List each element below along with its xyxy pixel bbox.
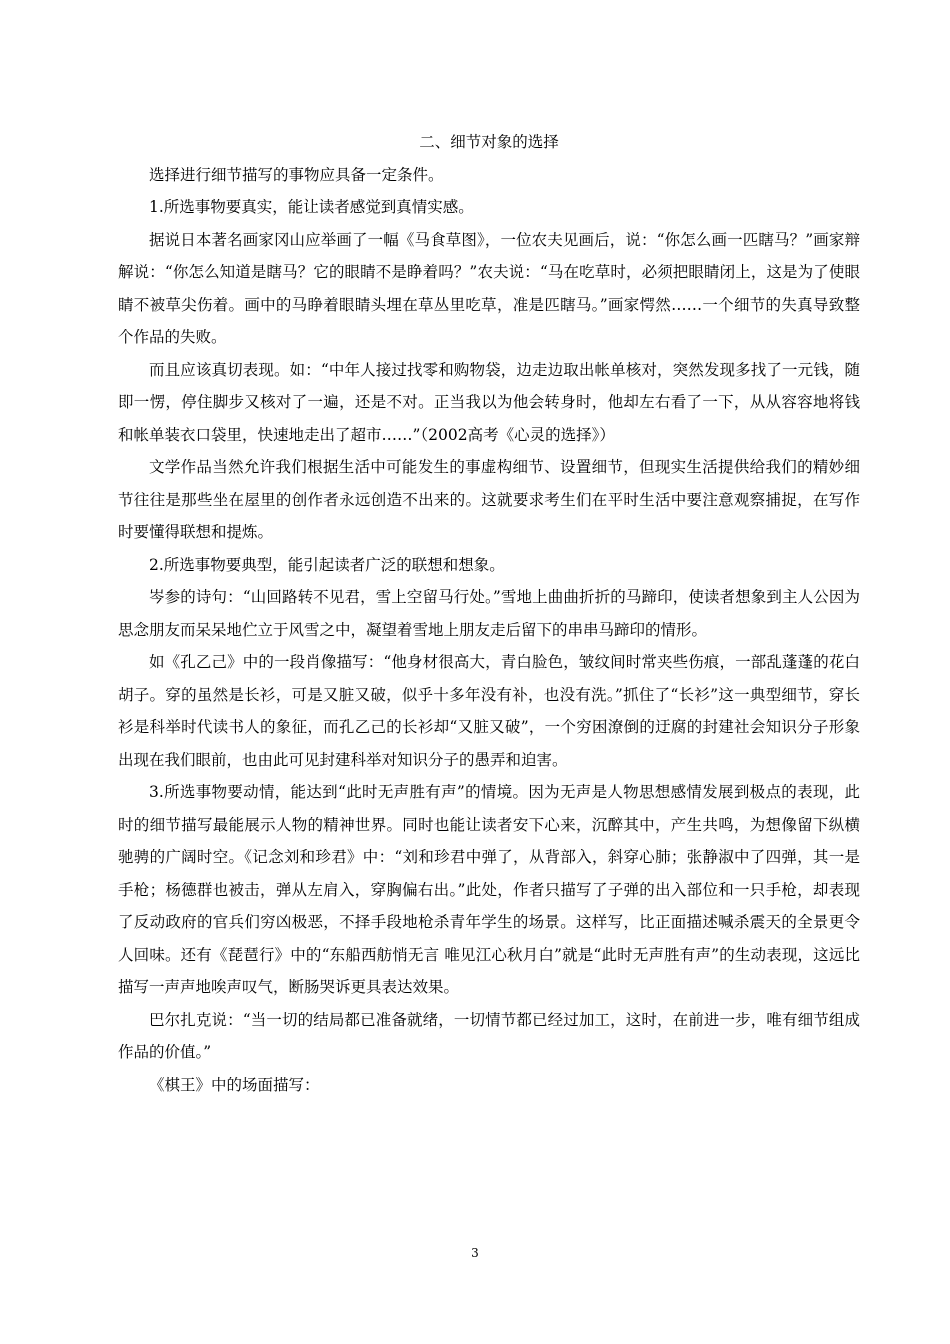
paragraph-cen-shen-poem: 岑参的诗句：“山回路转不见君，雪上空留马行处。”雪地上曲曲折折的马蹄印，使读者想象到主人公因为思念朋友而呆呆地伫立于风雪之中，凝望着雪地上朋友走后留下的串串马蹄印的情形。 [118,588,860,639]
paragraph-point-3: 3.所选事物要动情，能达到“此时无声胜有声”的情境。因为无声是人物思想感情发展到极点的表现，此时的细节描写最能展示人物的精神世界。同时也能让读者安下心来，沉醉其中，产生共鸣，为想像留下纵横驰骋的广阔时空。《记念刘和珍君》中：“刘和珍君中弹了，从背部入，斜穿心肺；张静淑中了四弹，其一是手枪；杨德群也被击，弹从左肩入，穿胸偏右出。”此处，作者只描写了子弹的出入部位和一只手枪，却表现了反动政府的官兵们穷凶极恶，不择手段地枪杀青年学生的场景。这样写，比正面描述喊杀震天的全景更令人回味。还有《琵琶行》中的“东船西舫悄无言 唯见江心秋月白”就是“此时无声胜有声”的生动表现，这远比描写一声声地唉声叹气，断肠哭诉更具表达效果。 [118,783,860,996]
paragraph-chess-king: 《棋王》中的场面描写： [149,1075,320,1094]
paragraph-point-2: 2.所选事物要典型，能引起读者广泛的联想和想象。 [149,555,505,574]
paragraph-kong-yiji: 如《孔乙己》中的一段肖像描写：“他身材很高大，青白脸色，皱纹间时常夹些伤痕，一部乱蓬蓬的花白胡子。穿的虽然是长衫，可是又脏又破，似乎十多年没有补，也没有洗。”抓住了“长衫”这一典型细节，穿长衫是科举时代读书人的象征，而孔乙己的长衫却“又脏又破”，一个穷困潦倒的迂腐的封建社会知识分子形象出现在我们眼前，也由此可见封建科举对知识分子的愚弄和迫害。 [118,653,860,769]
paragraph-horse-painting: 据说日本著名画家冈山应举画了一幅《马食草图》，一位农夫见画后，说：“你怎么画一匹瞎马？”画家辩解说：“你怎么知道是瞎马？它的眼睛不是睁着吗？”农夫说：“马在吃草时，必须把眼睛闭上，这是为了使眼睛不被草尖伤着。画中的马睁着眼睛头埋在草丛里吃草，准是匹瞎马。”画家愕然……一个细节的失真导致整个作品的失败。 [118,230,860,346]
page-content [118,126,860,1101]
paragraph-intro: 选择进行细节描写的事物应具备一定条件。 [149,165,444,184]
paragraph-literary-works: 文学作品当然允许我们根据生活中可能发生的事虚构细节、设置细节，但现实生活提供给我们的精妙细节往往是那些坐在屋里的创作者永远创造不出来的。这就要求考生们在平时生活中要注意观察捕捉，在写作时要懂得联想和提炼。 [118,458,860,541]
paragraph-point-1: 1.所选事物要真实，能让读者感觉到真情实感。 [149,198,474,216]
page-number: 3 [471,1246,479,1260]
paragraph-change-example: 而且应该真切表现。如：“中年人接过找零和购物袋，边走边取出帐单核对，突然发现多找了一元钱，随即一愣，停住脚步又核对了一遍，还是不对。正当我以为他会转身时，他却左右看了一下，从从容容地将钱和帐单装衣口袋里，快速地走出了超市……”（2002高考《心灵的选择》） [118,360,860,444]
section-title: 二、细节对象的选择 [419,133,559,151]
paragraph-balzac-quote: 巴尔扎克说：“当一切的结局都已准备就绪，一切情节都已经过加工，这时，在前进一步，唯有细节组成作品的价值。” [118,1010,860,1061]
